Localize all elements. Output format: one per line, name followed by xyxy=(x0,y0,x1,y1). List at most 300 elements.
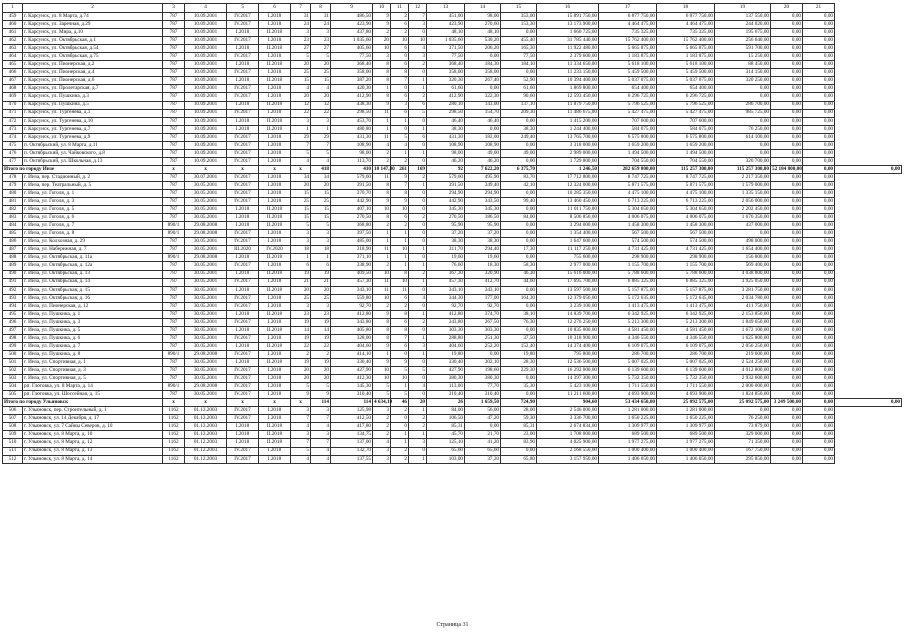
table-cell: 10 285 350,00 xyxy=(537,190,599,198)
table-cell: 704 550,00 xyxy=(657,157,715,165)
subtotal-label: Итого по городу Инзе xyxy=(3,165,163,173)
table-cell: 4 xyxy=(311,455,331,463)
table-row xyxy=(3,262,902,270)
table-cell: 3 xyxy=(373,407,391,415)
table-cell: 6 xyxy=(391,318,409,326)
table-cell: 0,00 xyxy=(803,13,835,21)
table-cell: 76 250,00 xyxy=(715,125,771,133)
table-cell: 0,00 xyxy=(803,262,835,270)
subtotal-cell: x xyxy=(163,399,185,407)
table-cell: 1 xyxy=(373,85,391,93)
table-cell: 574 500,00 xyxy=(657,238,715,246)
table-cell: 476 xyxy=(3,149,23,157)
table-cell: 298,50 xyxy=(427,109,465,117)
table-cell: 500 xyxy=(3,350,23,358)
address-cell: г. Инза, ул. Спортивная, д. 3 xyxy=(23,367,163,375)
table-cell: 787 xyxy=(163,173,185,181)
address-cell: г. Инза, ул. Октябрьская, д. 16 xyxy=(23,294,163,302)
table-cell: 294,90 xyxy=(427,190,465,198)
table-cell: 311,70 xyxy=(427,246,465,254)
table-cell: 735 325,00 xyxy=(657,29,715,37)
table-cell: 4 xyxy=(373,439,391,447)
table-cell: 3 xyxy=(291,117,311,125)
table-cell: 0,00 xyxy=(803,359,835,367)
address-cell: г. Карсунск, ул. Октябрьская, д.54 xyxy=(23,45,163,53)
table-cell: 11 xyxy=(373,173,391,181)
table-row xyxy=(3,383,902,391)
table-cell: 1 xyxy=(391,439,409,447)
table-cell: 0,00 xyxy=(803,117,835,125)
table-cell: II.2018 xyxy=(259,214,291,222)
table-cell: 0,00 xyxy=(715,149,771,157)
table-cell: 0,00 xyxy=(803,334,835,342)
address-cell: г. Инза, ул. Октябрьская, д. 13 xyxy=(23,270,163,278)
table-cell: 10.09.2001 xyxy=(185,133,227,141)
table-cell: 252,20 xyxy=(465,342,501,350)
table-cell: 5 xyxy=(409,367,427,375)
table-cell: 6 xyxy=(391,93,409,101)
table-cell: 01.12.2003 xyxy=(185,455,227,463)
table-cell: 8 xyxy=(373,181,391,189)
table-cell: I.2018 xyxy=(259,149,291,157)
table-cell: I.2018 xyxy=(227,439,259,447)
table-cell: 1 035,60 xyxy=(331,37,373,45)
table-cell: 5 157 875,00 xyxy=(657,286,715,294)
table-cell: 8 xyxy=(373,214,391,222)
table-cell: 787 xyxy=(163,133,185,141)
table-cell: 397,50 xyxy=(331,230,373,238)
table-cell: 31 785 440,00 xyxy=(537,37,599,45)
table-cell: 01.12.2003 xyxy=(185,415,227,423)
table-cell: I.2018 xyxy=(259,181,291,189)
table-cell: 2 202 450,00 xyxy=(715,206,771,214)
table-cell: 7 xyxy=(391,334,409,342)
table-cell: IV.2017 xyxy=(227,278,259,286)
table-cell: 44,60 xyxy=(501,278,537,286)
table-cell: 787 xyxy=(163,286,185,294)
table-row xyxy=(3,230,902,238)
address-cell: рп. Глотовка, ул. Шоссейная, д. 15 xyxy=(23,391,163,399)
table-cell: 787 xyxy=(163,294,185,302)
table-cell: 23 xyxy=(311,37,331,45)
table-cell: 310,40 xyxy=(331,391,373,399)
table-cell: 4 xyxy=(291,423,311,431)
table-cell: 14 xyxy=(291,326,311,334)
table-cell: I.2018 xyxy=(259,37,291,45)
table-cell: 6 139 600,00 xyxy=(657,367,715,375)
table-row xyxy=(3,37,902,45)
table-cell: 2 034 780,00 xyxy=(715,294,771,302)
table-cell: 46,40 xyxy=(427,117,465,125)
table-cell: 451,00 xyxy=(427,13,465,21)
table-cell: 29.08.2008 xyxy=(185,254,227,262)
table-row xyxy=(3,198,902,206)
table-cell: 787 xyxy=(163,101,185,109)
table-cell: 1 000 400,00 xyxy=(599,447,657,455)
table-cell: 29.08.2008 xyxy=(185,350,227,358)
table-cell: IV.2017 xyxy=(227,93,259,101)
table-cell: 46,20 xyxy=(427,157,465,165)
table-row xyxy=(3,302,902,310)
column-number-cell: 7 xyxy=(291,4,311,13)
table-cell: 85,31 xyxy=(501,423,537,431)
table-cell: 2 xyxy=(391,222,409,230)
subtotal-cell: 115 257 300,00 xyxy=(715,165,771,173)
table-cell: 5 172 635,00 xyxy=(599,294,657,302)
table-cell: 0,00 xyxy=(803,238,835,246)
table-cell: 1 650 225,00 xyxy=(599,415,657,423)
table-cell: IV.2017 xyxy=(227,447,259,455)
table-cell: IV.2017 xyxy=(227,455,259,463)
table-cell: 0,00 xyxy=(771,117,803,125)
table-cell: IV.2017 xyxy=(227,85,259,93)
column-number-cell: 18 xyxy=(657,4,715,13)
table-cell: 16 292 000,00 xyxy=(537,367,599,375)
table-cell: 787 xyxy=(163,45,185,53)
table-cell: 10.09.2001 xyxy=(185,93,227,101)
table-cell: 4 693 900,00 xyxy=(657,391,715,399)
table-cell: 5 xyxy=(291,383,311,391)
table-cell: 358,00 xyxy=(331,69,373,77)
subtotal-cell: x xyxy=(227,165,259,173)
table-cell: 137 550,00 xyxy=(715,13,771,21)
table-cell: II.2018 xyxy=(259,29,291,37)
subtotal-cell: 26 xyxy=(427,399,465,407)
table-cell: 42,10 xyxy=(501,181,537,189)
table-cell: 2 000 000,00 xyxy=(715,383,771,391)
table-cell: 30.05.2001 xyxy=(185,246,227,254)
table-cell: 787 xyxy=(163,262,185,270)
table-row xyxy=(3,294,902,302)
table-cell: I.2018 xyxy=(259,391,291,399)
address-cell: г. Инза, ул. Пушкина, д. 8 xyxy=(23,350,163,358)
table-cell: 25 xyxy=(291,69,311,77)
table-cell: 48,10 xyxy=(465,29,501,37)
table-cell: 2 xyxy=(409,270,427,278)
table-cell: I.2018 xyxy=(227,310,259,318)
table-cell: 0,00 xyxy=(771,93,803,101)
table-cell: 0,00 xyxy=(803,431,835,439)
table-cell: 0,00 xyxy=(501,447,537,455)
table-cell: 1 672 100,00 xyxy=(715,326,771,334)
table-cell: 4 012 800,00 xyxy=(715,367,771,375)
table-cell: 0,00 xyxy=(501,254,537,262)
table-cell: 502 xyxy=(3,367,23,375)
table-cell: 1 869 800,00 xyxy=(537,85,599,93)
table-cell: 0,00 xyxy=(465,125,501,133)
table-cell: 0,00 xyxy=(771,423,803,431)
table-cell: 787 xyxy=(163,21,185,29)
table-cell: 405,80 xyxy=(331,326,373,334)
table-cell: 2 xyxy=(373,423,391,431)
table-cell: 30.05.2001 xyxy=(185,270,227,278)
table-cell: 108,90 xyxy=(465,141,501,149)
table-cell: 303,30 xyxy=(465,326,501,334)
table-row xyxy=(3,407,902,415)
table-cell: 0,00 xyxy=(803,149,835,157)
table-cell: 61,60 xyxy=(501,85,537,93)
table-cell: 1 xyxy=(391,431,409,439)
table-cell: 76,30 xyxy=(501,318,537,326)
table-row xyxy=(3,342,902,350)
table-cell: 83,70 xyxy=(501,173,537,181)
table-cell: 343,10 xyxy=(465,286,501,294)
table-cell: 11 xyxy=(373,133,391,141)
table-cell: 0 xyxy=(409,254,427,262)
table-cell: 404,60 xyxy=(427,342,465,350)
table-cell: 5 618 100,00 xyxy=(657,61,715,69)
table-cell: 0,00 xyxy=(803,246,835,254)
table-row xyxy=(3,431,902,439)
table-cell: 20 xyxy=(373,37,391,45)
table-cell: 13 173 900,00 xyxy=(537,21,599,29)
table-row xyxy=(3,318,902,326)
table-cell: I.2018 xyxy=(259,21,291,29)
table-row xyxy=(3,391,902,399)
table-cell: 787 xyxy=(163,181,185,189)
table-cell: 787 xyxy=(163,334,185,342)
table-cell: 579,60 xyxy=(427,173,465,181)
table-cell: 735 325,00 xyxy=(599,29,657,37)
table-cell: 0,00 xyxy=(771,294,803,302)
table-cell: 30.05.2001 xyxy=(185,326,227,334)
table-cell: 6 xyxy=(391,342,409,350)
table-cell: IV.2017 xyxy=(227,367,259,375)
subtotal-cell: 169 xyxy=(409,165,427,173)
table-cell: 484 xyxy=(3,222,23,230)
table-cell: 442,90 xyxy=(427,198,465,206)
table-cell: 38,30 xyxy=(501,125,537,133)
table-cell: 29 xyxy=(291,133,311,141)
table-cell: 496 xyxy=(3,318,23,326)
table-cell: 391,50 xyxy=(331,181,373,189)
table-cell: 37,20 xyxy=(427,230,465,238)
table-cell: 3 xyxy=(291,302,311,310)
table-row xyxy=(3,149,902,157)
table-cell: 0,00 xyxy=(771,149,803,157)
table-cell: 4 346 550,00 xyxy=(657,334,715,342)
table-cell: IV.2017 xyxy=(227,198,259,206)
table-cell: 10 xyxy=(373,206,391,214)
table-cell: 2 xyxy=(409,415,427,423)
table-cell: II.2018 xyxy=(259,61,291,69)
table-cell: 182,00 xyxy=(465,133,501,141)
table-cell: 0,00 xyxy=(771,439,803,447)
table-cell: 22 xyxy=(311,342,331,350)
table-cell: 5 172 635,00 xyxy=(657,294,715,302)
table-cell: 358,00 xyxy=(465,69,501,77)
table-cell: 3 157 950,00 xyxy=(537,455,599,463)
column-number-cell: 20 xyxy=(771,4,803,13)
table-cell: 0,00 xyxy=(803,342,835,350)
table-cell: 787 xyxy=(163,109,185,117)
table-cell: 6 xyxy=(311,262,331,270)
table-cell: 1 xyxy=(409,85,427,93)
table-cell: 1 xyxy=(373,230,391,238)
table-cell: 3 xyxy=(373,53,391,61)
table-cell: 2 xyxy=(373,415,391,423)
table-cell: 49,00 xyxy=(465,149,501,157)
subtotal-cell: 1 246,50 xyxy=(537,165,599,173)
table-cell: 1 977 275,00 xyxy=(599,439,657,447)
table-cell: 457,30 xyxy=(331,278,373,286)
table-cell: 508 xyxy=(3,423,23,431)
table-cell: 0 xyxy=(409,375,427,383)
address-cell: г. Карсунск, ул. 8 Марта, д.74 xyxy=(23,13,163,21)
table-cell: 0,00 xyxy=(465,423,501,431)
table-cell: 371,50 xyxy=(427,45,465,53)
table-cell: 21,70 xyxy=(465,431,501,439)
table-cell: 270,50 xyxy=(427,214,465,222)
table-cell: I.2018 xyxy=(227,29,259,37)
subtotal-cell: 114 xyxy=(331,399,373,407)
table-cell: 125,10 xyxy=(427,439,465,447)
table-cell: 6 xyxy=(391,21,409,29)
table-cell: 0,00 xyxy=(803,190,835,198)
table-cell: 2 xyxy=(373,302,391,310)
address-cell: г. Инза, ул. Гоголя, д. 6 xyxy=(23,214,163,222)
table-cell: 3 xyxy=(291,29,311,37)
table-cell: 0,00 xyxy=(771,278,803,286)
column-number-cell: 2 xyxy=(23,4,163,13)
table-cell: 1 494 500,00 xyxy=(599,149,657,157)
table-cell: 267,50 xyxy=(465,318,501,326)
address-cell: г. Инза, пер. Театральный, д. 5 xyxy=(23,181,163,189)
table-cell: 5 213 300,00 xyxy=(599,318,657,326)
table-cell: 154,70 xyxy=(465,109,501,117)
table-cell: 22 xyxy=(291,109,311,117)
table-cell: I.2018 xyxy=(259,13,291,21)
table-cell: 13 597 500,00 xyxy=(537,286,599,294)
table-cell: IV.2017 xyxy=(227,190,259,198)
table-cell: 298,50 xyxy=(331,109,373,117)
register-table xyxy=(2,3,902,464)
table-cell: 113,00 xyxy=(427,383,465,391)
address-cell: г. Карсунск, ул. Заречная, д.29 xyxy=(23,21,163,29)
table-cell: 30.05.2001 xyxy=(185,181,227,189)
table-cell: 474 xyxy=(3,133,23,141)
table-cell: 11 xyxy=(391,286,409,294)
column-number-cell: 19 xyxy=(715,4,771,13)
table-row xyxy=(3,254,902,262)
table-cell: 3 xyxy=(311,230,331,238)
table-cell: IV.2020 xyxy=(259,246,291,254)
table-cell: I.2018 xyxy=(227,77,259,85)
table-cell: 0,00 xyxy=(803,157,835,165)
table-cell: 95,90 xyxy=(465,222,501,230)
table-cell: 0,00 xyxy=(803,350,835,358)
table-cell: 0,00 xyxy=(465,85,501,93)
table-cell: 286 700,00 xyxy=(599,350,657,358)
table-cell: 294,90 xyxy=(465,190,501,198)
table-cell: 4 xyxy=(391,141,409,149)
table-cell: IV.2017 xyxy=(227,69,259,77)
subtotal-cell: 53 434 650,00 xyxy=(599,399,657,407)
table-cell: 0,00 xyxy=(465,53,501,61)
table-cell: 0,00 xyxy=(771,37,803,45)
table-cell: 20 xyxy=(311,367,331,375)
table-cell: 46,40 xyxy=(465,117,501,125)
table-cell: 2 xyxy=(373,431,391,439)
table-cell: 11 211 600,00 xyxy=(537,391,599,399)
table-cell: 29.08.2008 xyxy=(185,383,227,391)
table-cell: 5 007 025,00 xyxy=(599,359,657,367)
table-cell: 143,00 xyxy=(465,101,501,109)
table-cell: 0,00 xyxy=(803,455,835,463)
table-cell: 8 747 725,00 xyxy=(599,173,657,181)
table-cell: 6 877 750,00 xyxy=(599,13,657,21)
table-cell: 286 700,00 xyxy=(715,101,771,109)
table-row xyxy=(3,101,902,109)
table-cell: 256 640,00 xyxy=(715,37,771,45)
table-cell: II.2018 xyxy=(259,439,291,447)
column-number-cell: 16 xyxy=(537,4,599,13)
table-cell: 5 xyxy=(409,109,427,117)
table-cell: 0,00 xyxy=(803,125,835,133)
table-cell: II.2018 xyxy=(259,310,291,318)
table-cell: 11 xyxy=(373,246,391,254)
table-cell: 9 xyxy=(391,359,409,367)
table-cell: 153,30 xyxy=(501,21,537,29)
table-cell: 5 xyxy=(311,383,331,391)
table-cell: 0,00 xyxy=(771,383,803,391)
table-cell: 19,60 xyxy=(465,254,501,262)
address-cell: г. Инза, ул. Набережная, д. 7 xyxy=(23,246,163,254)
table-cell: 0,00 xyxy=(803,310,835,318)
table-cell: 0,00 xyxy=(803,391,835,399)
table-cell: 367,30 xyxy=(427,270,465,278)
table-cell: 1 xyxy=(409,334,427,342)
table-cell: 10 835 000,00 xyxy=(537,326,599,334)
table-cell: 2 xyxy=(409,318,427,326)
table-cell: 1162 xyxy=(163,447,185,455)
table-cell: 1 354 400,00 xyxy=(537,230,599,238)
table-row xyxy=(3,270,902,278)
table-cell: 2 056 250,00 xyxy=(715,342,771,350)
table-cell: I.2018 xyxy=(259,190,291,198)
subtotal-label: Итого по городу Ульяновск xyxy=(3,399,163,407)
table-cell: 574 500,00 xyxy=(599,238,657,246)
table-cell: 19 xyxy=(291,318,311,326)
address-cell: г. Инза, ул. Октябрьская, д. 11а xyxy=(23,254,163,262)
table-cell: 438,30 xyxy=(331,101,373,109)
table-cell: 0,00 xyxy=(803,286,835,294)
table-cell: 380,30 xyxy=(427,375,465,383)
table-cell: 1 xyxy=(409,262,427,270)
table-cell: 5 xyxy=(391,391,409,399)
table-cell: 1 xyxy=(391,149,409,157)
table-cell: 38,30 xyxy=(465,238,501,246)
table-cell: 11 233 150,00 xyxy=(537,69,599,77)
table-cell: 1 xyxy=(291,125,311,133)
table-cell: 787 xyxy=(163,198,185,206)
table-cell: 353,00 xyxy=(501,13,537,21)
table-cell: 34 xyxy=(291,173,311,181)
table-cell: IV.2017 xyxy=(227,149,259,157)
table-cell: 4 xyxy=(373,141,391,149)
table-cell: 195 675,00 xyxy=(715,29,771,37)
table-cell: I.2018 xyxy=(259,230,291,238)
table-cell: 412,50 xyxy=(331,415,373,423)
table-cell: 0,00 xyxy=(803,37,835,45)
page-footer: Страница 31 xyxy=(436,622,469,628)
address-cell: п. Октябрьский, ул. Чайковского, д.8 xyxy=(23,149,163,157)
table-cell: 1 xyxy=(409,407,427,415)
table-cell: 2 xyxy=(409,61,427,69)
table-cell: 2 xyxy=(409,173,427,181)
table-cell: 0 xyxy=(409,69,427,77)
table-cell: I.2018 xyxy=(227,45,259,53)
